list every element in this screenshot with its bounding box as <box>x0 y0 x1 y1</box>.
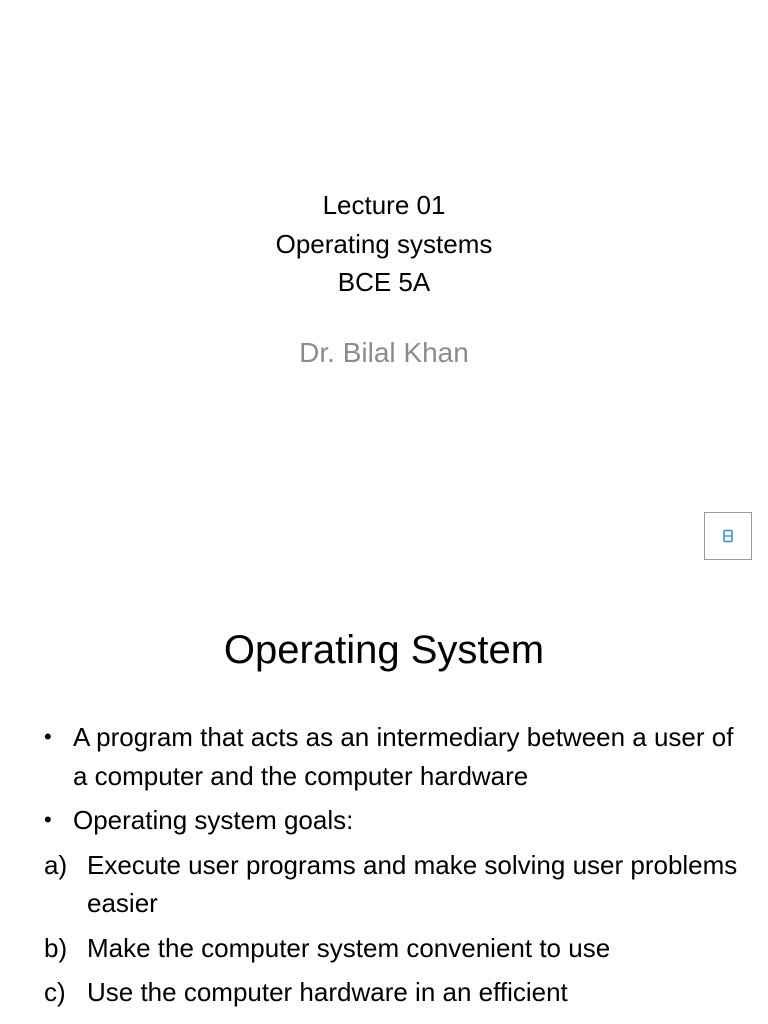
goal-text: Execute user programs and make solving user problems easier <box>87 849 738 918</box>
goal-marker: c) <box>44 977 66 1007</box>
page-icon <box>721 529 735 543</box>
slide1-title <box>0 186 768 302</box>
slide2-title: Operating System <box>223 628 545 672</box>
bullet-marker: • <box>44 724 52 749</box>
title-line-lecture: Lecture 01 <box>322 190 446 220</box>
page-thumbnail-button[interactable] <box>704 512 752 560</box>
bullet-marker: • <box>44 807 52 832</box>
goal-marker: b) <box>44 932 68 963</box>
goal-text: Use the computer hardware in an efficient <box>87 977 568 1007</box>
bullet-item <box>44 801 744 840</box>
bullet-text: Operating system goals: <box>73 805 354 835</box>
title-line-course: Operating systems <box>275 228 493 259</box>
goal-item <box>44 929 744 968</box>
goal-item <box>44 973 744 1012</box>
goal-item <box>44 846 744 923</box>
bullet-item <box>44 718 744 795</box>
goal-text: Make the computer system convenient to use <box>87 932 611 963</box>
title-line-class: BCE 5A <box>337 267 431 297</box>
slide1-author: Dr. Bilal Khan <box>299 337 469 368</box>
slide2-content <box>44 718 744 1018</box>
goal-marker: a) <box>44 849 68 880</box>
bullet-text: A program that acts as an intermediary between a user of a computer and the computer hardware <box>73 722 734 791</box>
